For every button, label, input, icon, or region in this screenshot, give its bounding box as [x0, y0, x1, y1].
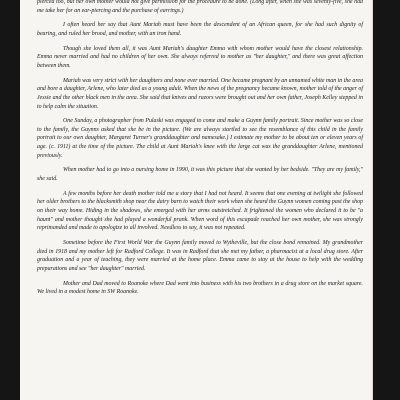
paragraph: When mother had to go into a nursing home in 1990, it was this picture that she wanted by her bedside. "They are my family," she said.	[37, 167, 363, 183]
paragraph: Mother and Dad moved to Roanoke where Dad went into business with his two brothers in a drug store on the market square. We lived in a modest home in SW Roanoke.	[37, 280, 363, 296]
paragraph: Mariah was very strict with her daughters and none ever married. One became pregnant by an unnamed white man in the area and bore a daughter, Arlene, who later died as a young adult. When the news of the pregnancy became known, mother told of the anger of Jessie and the other black men in the area. She said that knives and razors were brought out and her own father, Joseph Kelley stepped in to help calm the situation.	[37, 77, 363, 110]
paragraph: I often heard her say that Aunt Mariah must have been the descendent of an African queen, for she had such dignity of bearing, and ruled her brood, and mother, with an iron hand.	[37, 22, 363, 37]
paragraph: Though she loved them all, it was Aunt Mariah's daughter Emma with whom mother would have the closest relationship. Emma never married and had no children of her own. She always referred to mother as "her daughter," and there was great affection between them.	[37, 45, 363, 69]
document-body	[37, 0, 363, 303]
paragraph: One Sunday, a photographer from Pulaski was engaged to come and make a Guynn family portrait. Since mother was so close to the family, the Guynns asked that she be in the picture. (We are always startled to see the resemblance of this child in the family portrait to our own daughter, Margaret Turner's granddaughter and namesake.) I estimate my mother to be about ten or eleven years of age. (c. 1911) at the time of the picture. The child at Aunt Mariah's knee with the large cat was the granddaughter Arlene, mentioned previously.	[37, 118, 363, 159]
page-edge	[372, 0, 373, 400]
document-page	[20, 0, 373, 400]
paragraph: pierced too, but her own mother would not give permission for the procedure to be done. (Long after, when she was seventy-five, she had me take her for an ear-piercing and the purchase of earrings.)	[37, 0, 363, 14]
paragraph: A few months before her death mother told me a story that I had not heard. It seems that one evening at twilight she followed her older brothers to the blacksmith shop near the dairy barn to watch their work when she heard the Guynn women coming past the shop on their way home. Hiding in the shadows, she emerged with her arms outstretched. It frightened the women who declared it to be "a haunt" and mother thought she had played a wonderful prank. When word of this escapade reached her own mother, she was strongly reprimanded and made to apologize to all involved. Needless to say, it was not repeated.	[37, 190, 363, 232]
paragraph: Sometime before the First World War the Guynn family moved to Wytheville, but the close bond remained. My grandmother died in 1918 and my mother left for Radford College. It was in Radford that she met my father, a pharmacist at a local drug store. After graduation and a year of teaching, they were married at the home place. Emma came to stay at the house to help with the wedding preparations and see "her daughter" married.	[37, 239, 363, 272]
